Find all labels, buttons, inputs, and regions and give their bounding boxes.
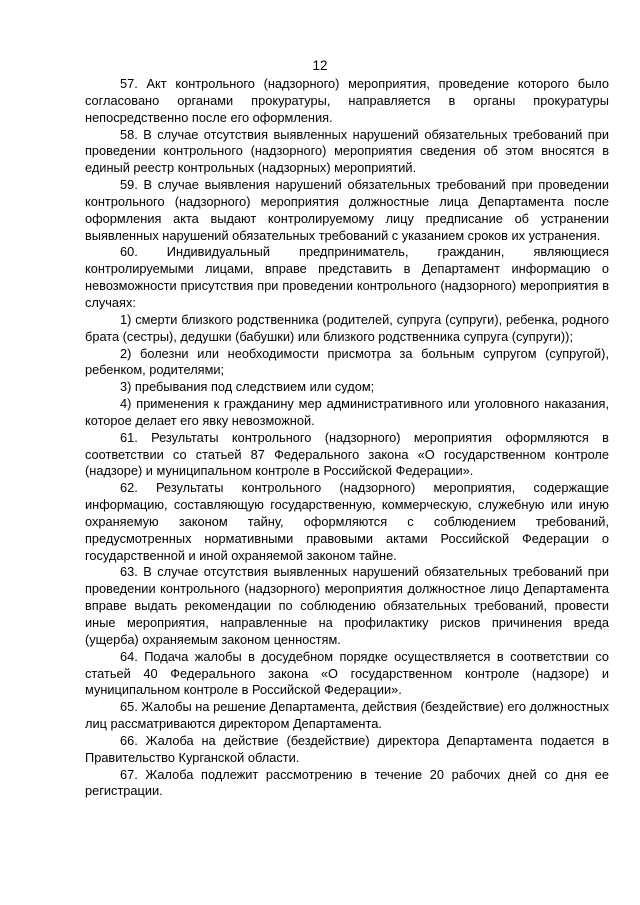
paragraph-59: 59. В случае выявления нарушений обязательных требований при проведении контрольного (надзорного) мероприятия должностные лица Департамента после оформления акта выдают контролируемому лицу предписание об устранении выявленных нарушений обязательных требований с указанием сроков их устранения.: [85, 177, 609, 243]
paragraph-65: 65. Жалобы на решение Департамента, действия (бездействие) его должностных лиц рассматриваются директором Департамента.: [85, 699, 609, 732]
paragraph-58: 58. В случае отсутствия выявленных нарушений обязательных требований при проведении контрольного (надзорного) мероприятия сведения об этом вносятся в единый реестр контрольных (надзорных) мероприятий.: [85, 126, 609, 176]
paragraph-64: 64. Подача жалобы в досудебном порядке осуществляется в соответствии со статьей 40 Федерального закона «О государственном контроле (надзоре) и муниципальном контроле в Российской Федерации».: [85, 648, 609, 698]
paragraph-60-item-1: 1) смерти близкого родственника (родителей, супруга (супруги), ребенка, родного брата (сестры), дедушки (бабушки) или близкого родственника супруга (супруги));: [85, 311, 609, 344]
paragraph-60-item-4: 4) применения к гражданину мер административного или уголовного наказания, которое делает его явку невозможной.: [85, 396, 609, 428]
paragraph-61: 61. Результаты контрольного (надзорного) мероприятия оформляются в соответствии со статьей 87 Федерального закона «О государственном контроле (надзоре) и муниципальном контроле в Российской Федерации».: [85, 429, 609, 479]
paragraph-60: 60. Индивидуальный предприниматель, гражданин, являющиеся контролируемыми лицами, вправе представить в Департамент информацию о невозможности присутствия при проведении контрольного (надзорного) мероприятия в случаях:: [85, 244, 609, 310]
document-body: [85, 76, 609, 800]
paragraph-62: 62. Результаты контрольного (надзорного) мероприятия, содержащие информацию, составляющую государственную, коммерческую, служебную или иную охраняемую законом тайну, оформляются с соблюдением требований, предусмотренных нормативными правовыми актами Российской Федерации о государственной и иной охраняемой законом тайне.: [85, 480, 609, 563]
paragraph-63: 63. В случае отсутствия выявленных нарушений обязательных требований при проведении контрольного (надзорного) мероприятия должностное лицо Департамента вправе выдать рекомендации по соблюдению обязательных требований, провести иные мероприятия, направленные на профилактику рисков причинения вреда (ущерба) охраняемым законом ценностям.: [85, 564, 609, 647]
paragraph-57: 57. Акт контрольного (надзорного) мероприятия, проведение которого было согласовано органами прокуратуры, направляется в органы прокуратуры непосредственно после его оформления.: [85, 76, 609, 125]
paragraph-66: 66. Жалоба на действие (бездействие) директора Департамента подается в Правительство Курганской области.: [85, 732, 609, 765]
page-number: 12: [312, 58, 328, 73]
paragraph-60-item-2: 2) болезни или необходимости присмотра за больным супругом (супругой), ребенком, родителями;: [85, 345, 609, 378]
paragraph-67: 67. Жалоба подлежит рассмотрению в течение 20 рабочих дней со дня ее регистрации.: [85, 766, 609, 799]
paragraph-60-item-3: 3) пребывания под следствием или судом;: [120, 379, 375, 395]
